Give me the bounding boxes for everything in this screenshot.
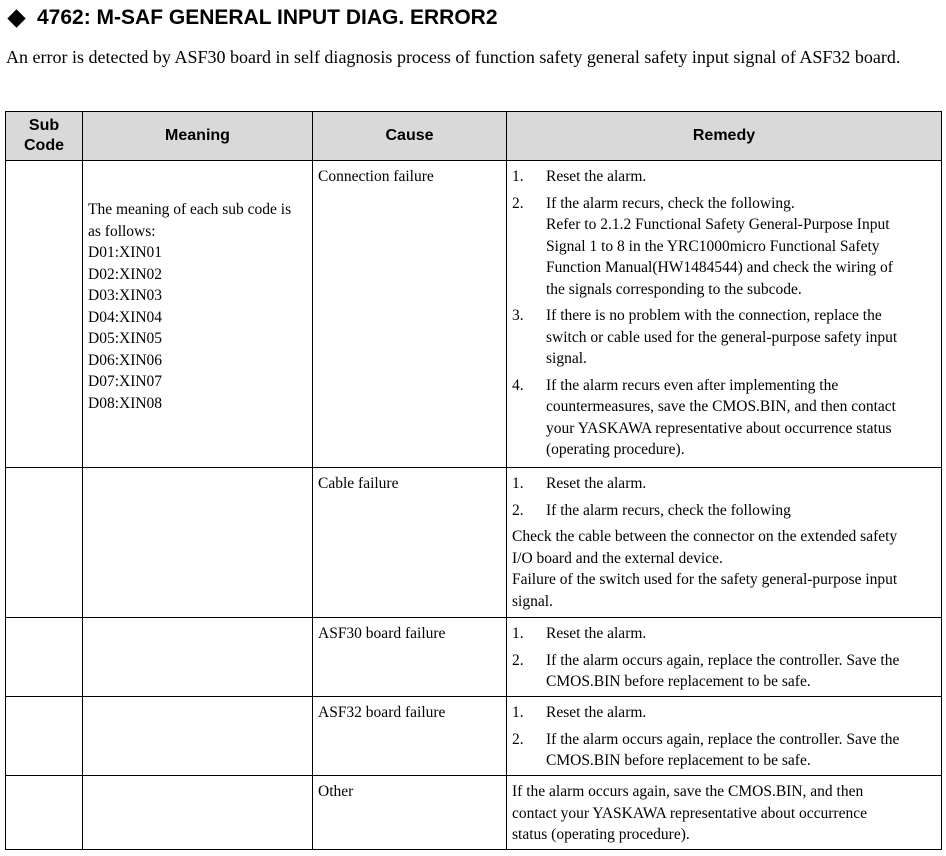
subcode-cell	[6, 161, 83, 468]
header-cause: Cause	[313, 112, 507, 161]
step-number: 1.	[512, 625, 524, 642]
text-line: If the alarm occurs again, replace the controller. Save the	[546, 730, 900, 748]
cause-cell: ASF30 board failure	[313, 618, 507, 697]
text-line: signal.	[546, 350, 587, 367]
text-line: countermeasures, save the CMOS.BIN, and then contact	[546, 398, 896, 415]
text-line: If the alarm occurs again, replace the controller. Save the	[546, 651, 900, 669]
cause-cell: Cable failure	[313, 468, 507, 618]
remedy-note	[512, 526, 936, 612]
table-header-row	[6, 112, 942, 161]
text-line: CMOS.BIN before replacement to be safe.	[546, 752, 811, 769]
text-line: If the alarm recurs, check the following.	[546, 194, 795, 212]
text-line: Signal 1 to 8 in the YRC1000micro Functional Safety	[546, 237, 880, 255]
text-line: switch or cable used for the general-purpose safety input	[546, 328, 898, 346]
step-text	[546, 500, 936, 522]
remedy-step	[512, 623, 936, 645]
remedy-step	[512, 702, 936, 724]
cause-cell: Other	[313, 776, 507, 850]
text-line: D01:XIN01	[88, 244, 163, 261]
text-line: D05:XIN05	[88, 330, 163, 347]
remedy-step	[512, 473, 936, 495]
alarm-description: An error is detected by ASF30 board in self diagnosis process of function safety general safety input signal of ASF32 board.	[6, 47, 901, 67]
step-number: 3.	[512, 307, 524, 324]
step-text	[546, 729, 936, 772]
header-subcode-line2: Code	[24, 137, 64, 154]
step-text	[546, 305, 936, 370]
text-line: I/O board and the external device.	[512, 549, 723, 567]
text-line: CMOS.BIN before replacement to be safe.	[546, 673, 811, 690]
text-line: the signals corresponding to the subcode.	[546, 280, 802, 298]
step-text	[546, 702, 936, 724]
header-subcode	[6, 112, 83, 161]
text-line: Function Manual(HW1484544) and check the wiring of	[546, 259, 893, 276]
text-line: Reset the alarm.	[546, 704, 647, 721]
table-row	[6, 618, 942, 697]
subcode-cell	[6, 776, 83, 850]
header-meaning: Meaning	[83, 112, 313, 161]
remedy-note	[512, 781, 936, 846]
subcode-cell	[6, 618, 83, 697]
text-line: contact your YASKAWA representative about occurrence	[512, 804, 867, 822]
step-number: 2.	[512, 194, 524, 212]
step-text	[546, 650, 936, 693]
diamond-bullet-icon	[7, 9, 25, 27]
text-line: Failure of the switch used for the safety general-purpose input	[512, 571, 898, 588]
text-line: D08:XIN08	[88, 394, 163, 412]
text-line: D04:XIN04	[88, 308, 163, 326]
table-row	[6, 468, 942, 618]
cause-cell: ASF32 board failure	[313, 697, 507, 776]
text-line: D06:XIN06	[88, 351, 163, 369]
text-line: If the alarm occurs again, save the CMOS.BIN, and then	[512, 783, 864, 800]
text-line: If the alarm recurs even after implementing the	[546, 376, 839, 394]
text-line: D03:XIN03	[88, 287, 163, 304]
text-line: The meaning of each sub code is	[88, 201, 292, 218]
text-line: D07:XIN07	[88, 373, 163, 390]
step-text	[546, 375, 936, 461]
step-number: 1.	[512, 475, 524, 492]
text-line: If there is no problem with the connection, replace the	[546, 307, 882, 324]
remedy-cell	[507, 776, 942, 850]
header-remedy: Remedy	[507, 112, 942, 161]
alarm-title: 4762: M-SAF GENERAL INPUT DIAG. ERROR2	[37, 6, 498, 29]
remedy-step	[512, 166, 936, 188]
remedy-step	[512, 650, 936, 693]
alarm-table	[5, 111, 942, 850]
text-line: (operating procedure).	[546, 441, 685, 458]
text-line: Reset the alarm.	[546, 168, 647, 185]
table-row	[6, 776, 942, 850]
step-text	[546, 623, 936, 645]
text-line: If the alarm recurs, check the following	[546, 501, 791, 519]
remedy-step	[512, 305, 936, 370]
step-number: 1.	[512, 704, 524, 721]
text-line: Refer to 2.1.2 Functional Safety General-Purpose Input	[546, 216, 890, 233]
meaning-cell	[83, 161, 313, 468]
step-number: 1.	[512, 168, 524, 185]
meaning-cell	[83, 776, 313, 850]
remedy-step	[512, 375, 936, 461]
text-line: as follows:	[88, 222, 156, 240]
remedy-steps	[512, 166, 936, 461]
step-text	[546, 166, 936, 188]
remedy-cell	[507, 697, 942, 776]
text-line: D02:XIN02	[88, 265, 163, 283]
text-line: signal.	[512, 592, 553, 610]
remedy-step	[512, 500, 936, 522]
step-number: 4.	[512, 376, 524, 394]
meaning-cell	[83, 618, 313, 697]
text-line: status (operating procedure).	[512, 826, 690, 843]
header-subcode-line1: Sub	[28, 117, 60, 134]
remedy-steps	[512, 702, 936, 772]
step-text	[546, 193, 936, 301]
remedy-cell	[507, 468, 942, 618]
remedy-cell	[507, 161, 942, 468]
cause-cell: Connection failure	[313, 161, 507, 468]
subcode-cell	[6, 468, 83, 618]
step-text	[546, 473, 936, 495]
subcode-cell	[6, 697, 83, 776]
step-number: 2.	[512, 651, 524, 669]
remedy-step	[512, 729, 936, 772]
remedy-steps	[512, 473, 936, 521]
remedy-cell	[507, 618, 942, 697]
text-line: Reset the alarm.	[546, 625, 647, 642]
text-line: Reset the alarm.	[546, 475, 647, 492]
remedy-step	[512, 193, 936, 301]
table-row	[6, 697, 942, 776]
remedy-steps	[512, 623, 936, 693]
meaning-cell	[83, 697, 313, 776]
step-number: 2.	[512, 730, 524, 748]
meaning-cell	[83, 468, 313, 618]
table-row	[6, 161, 942, 468]
text-line: Check the cable between the connector on the extended safety	[512, 528, 898, 545]
step-number: 2.	[512, 501, 524, 519]
text-line: your YASKAWA representative about occurrence status	[546, 419, 892, 437]
page-title	[6, 4, 498, 32]
